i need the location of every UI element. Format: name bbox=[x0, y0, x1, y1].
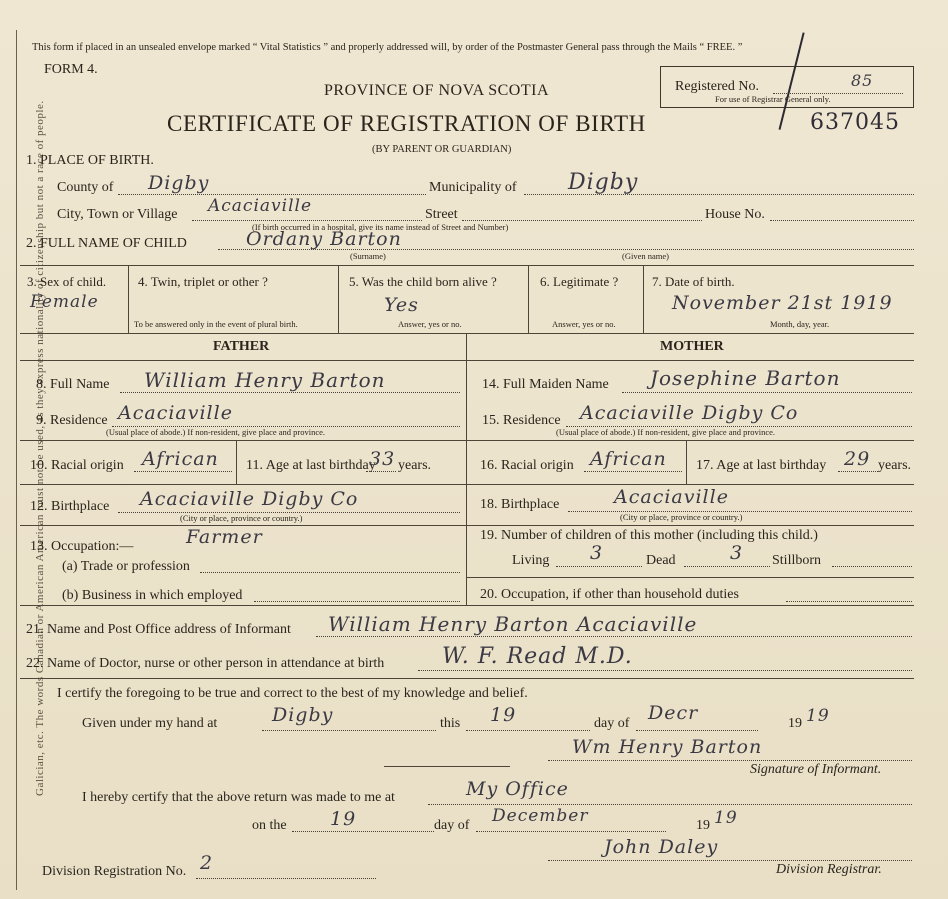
certify-month: Decr bbox=[648, 702, 699, 724]
margin-rule bbox=[16, 30, 17, 890]
registered-note: For use of Registrar General only. bbox=[715, 94, 831, 104]
dob-value: November 21st 1919 bbox=[672, 292, 893, 314]
mother-birthplace-note: (City or place, province or country.) bbox=[620, 512, 743, 522]
sex-value: Female bbox=[30, 292, 99, 312]
stillborn-label: Stillborn bbox=[772, 553, 822, 568]
father-age-value: 33 bbox=[369, 448, 396, 470]
informant-value: William Henry Barton Acaciaville bbox=[328, 612, 698, 636]
children-label: 19. Number of children of this mother (including this child.) bbox=[480, 528, 818, 543]
trade-label: (a) Trade or profession bbox=[62, 559, 190, 574]
informant-signature: Wm Henry Barton bbox=[572, 736, 763, 758]
certify-year: 19 bbox=[806, 706, 830, 726]
alive-value: Yes bbox=[384, 294, 419, 316]
registrar-year: 19 bbox=[714, 808, 738, 828]
registrar-place: My Office bbox=[466, 778, 569, 800]
registrar-month: December bbox=[492, 806, 589, 826]
municipality-label: Municipality of bbox=[429, 180, 517, 195]
registrar-year-prefix: 19 bbox=[696, 818, 710, 833]
side-note: Galician, etc. The words Canadian or American American must not be used, as they express nationality of citizenship but not a race of people. bbox=[34, 100, 46, 796]
child-name-value: Ordany Barton bbox=[246, 228, 402, 250]
living-label: Living bbox=[512, 553, 550, 568]
on-label: on the bbox=[252, 818, 287, 833]
this-label: this bbox=[440, 716, 461, 731]
division-value: 2 bbox=[200, 852, 214, 874]
doctor-value: W. F. Read M.D. bbox=[442, 644, 633, 669]
informant-sig-label: Signature of Informant. bbox=[750, 762, 882, 777]
registration-stamp: 637045 bbox=[810, 110, 900, 135]
father-age-label: 11. Age at last birthday bbox=[246, 458, 376, 473]
father-name-value: William Henry Barton bbox=[144, 368, 386, 392]
informant-label: 21. Name and Post Office address of Informant bbox=[26, 622, 291, 637]
mother-residence-label: 15. Residence bbox=[482, 413, 561, 428]
father-name-label: 8. Full Name bbox=[36, 377, 110, 392]
mother-occupation-label: 20. Occupation, if other than household duties bbox=[480, 587, 739, 602]
mother-birthplace-value: Acaciaville bbox=[614, 486, 729, 508]
mother-age-value: 29 bbox=[844, 448, 871, 470]
legitimate-label: 6. Legitimate ? bbox=[540, 274, 619, 289]
mother-heading: MOTHER bbox=[660, 339, 724, 354]
registered-value: 85 bbox=[851, 71, 874, 90]
dob-note: Month, day, year. bbox=[770, 319, 830, 329]
hospital-note: (If birth occurred in a hospital, give its name instead of Street and Number) bbox=[252, 222, 509, 232]
living-value: 3 bbox=[590, 542, 604, 564]
father-residence-label: 9. Residence bbox=[36, 413, 108, 428]
municipality-value: Digby bbox=[568, 170, 639, 195]
father-heading: FATHER bbox=[213, 339, 270, 354]
father-residence-note: (Usual place of abode.) If non-resident, give place and province. bbox=[106, 427, 326, 437]
certify-year-prefix: 19 bbox=[788, 716, 802, 731]
dead-value: 3 bbox=[730, 542, 744, 564]
place-heading: 1. PLACE OF BIRTH. bbox=[26, 153, 154, 168]
given-place: Digby bbox=[272, 704, 334, 726]
given-label: Given under my hand at bbox=[82, 716, 218, 731]
mother-age-label: 17. Age at last birthday bbox=[696, 458, 827, 473]
province-heading: PROVINCE OF NOVA SCOTIA bbox=[324, 82, 550, 99]
father-racial-label: 10. Racial origin bbox=[30, 458, 124, 473]
city-label: City, Town or Village bbox=[57, 207, 178, 222]
twin-note: To be answered only in the event of plural birth. bbox=[134, 319, 298, 329]
city-value: Acaciaville bbox=[208, 196, 313, 216]
father-occupation-label: 13. Occupation:— bbox=[30, 539, 134, 554]
county-label: County of bbox=[57, 180, 114, 195]
dead-label: Dead bbox=[646, 553, 676, 568]
mother-name-label: 14. Full Maiden Name bbox=[482, 377, 609, 392]
mother-name-value: Josephine Barton bbox=[650, 366, 841, 390]
registrar-text: I hereby certify that the above return was made to me at bbox=[82, 790, 395, 805]
father-birthplace-value: Acaciaville Digby Co bbox=[140, 488, 359, 510]
mail-notice: This form if placed in an unsealed envelope marked “ Vital Statistics ” and properly addressed will, by order of the Postmaster General pass through the Mails “ FREE. ” bbox=[32, 42, 743, 53]
page-title: CERTIFICATE OF REGISTRATION OF BIRTH bbox=[167, 111, 646, 136]
dob-label: 7. Date of birth. bbox=[652, 274, 735, 289]
business-label: (b) Business in which employed bbox=[62, 588, 243, 603]
certify-day-label: day of bbox=[594, 716, 630, 731]
house-label: House No. bbox=[705, 207, 765, 222]
child-name-label: 2. FULL NAME OF CHILD bbox=[26, 236, 187, 251]
mother-residence-note: (Usual place of abode.) If non-resident, give place and province. bbox=[556, 427, 776, 437]
mother-racial-label: 16. Racial origin bbox=[480, 458, 574, 473]
father-birthplace-note: (City or place, province or country.) bbox=[180, 513, 303, 523]
certify-day: 19 bbox=[490, 704, 517, 726]
registrar-signature: John Daley bbox=[604, 836, 719, 858]
father-birthplace-label: 12. Birthplace bbox=[30, 499, 110, 514]
legitimate-note: Answer, yes or no. bbox=[552, 319, 616, 329]
subtitle: (BY PARENT OR GUARDIAN) bbox=[372, 144, 512, 155]
registrar-day: 19 bbox=[330, 808, 357, 830]
alive-label: 5. Was the child born alive ? bbox=[349, 274, 497, 289]
street-label: Street bbox=[425, 207, 458, 222]
registrar-sig-label: Division Registrar. bbox=[776, 862, 882, 877]
father-racial-value: African bbox=[142, 448, 219, 470]
certify-text: I certify the foregoing to be true and correct to the best of my knowledge and belief. bbox=[57, 686, 528, 701]
alive-note: Answer, yes or no. bbox=[398, 319, 462, 329]
father-residence-value: Acaciaville bbox=[118, 402, 233, 424]
doctor-label: 22. Name of Doctor, nurse or other person in attendance at birth bbox=[26, 656, 385, 671]
father-occupation-value: Farmer bbox=[186, 526, 263, 548]
mother-racial-value: African bbox=[590, 448, 667, 470]
mother-residence-value: Acaciaville Digby Co bbox=[580, 402, 799, 424]
form-number: FORM 4. bbox=[44, 62, 98, 77]
county-value: Digby bbox=[148, 172, 210, 194]
division-label: Division Registration No. bbox=[42, 864, 187, 879]
mother-years: years. bbox=[878, 458, 912, 473]
mother-birthplace-label: 18. Birthplace bbox=[480, 497, 560, 512]
sex-label: 3. Sex of child. bbox=[27, 274, 107, 289]
registered-label: Registered No. bbox=[675, 79, 759, 94]
surname-note: (Surname) bbox=[350, 251, 386, 261]
given-name-note: (Given name) bbox=[622, 251, 669, 261]
registrar-day-label: day of bbox=[434, 818, 470, 833]
father-years: years. bbox=[398, 458, 432, 473]
twin-label: 4. Twin, triplet or other ? bbox=[138, 274, 268, 289]
